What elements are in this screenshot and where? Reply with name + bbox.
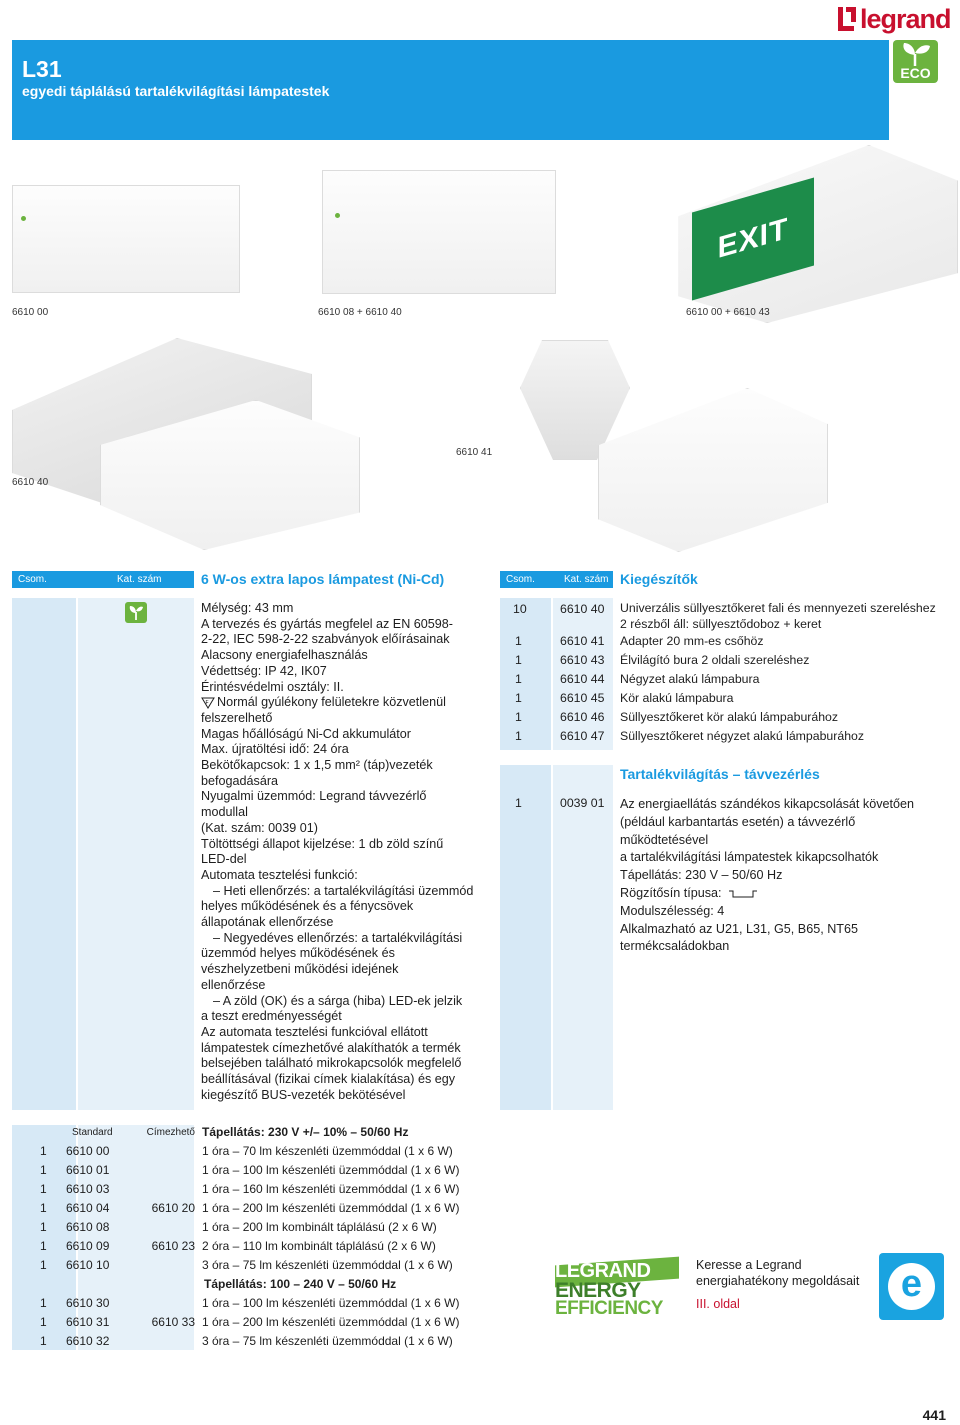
energy-e-icon: [879, 1253, 944, 1320]
row-address-cat: [124, 1218, 199, 1237]
table-row: [12, 1218, 482, 1237]
row-qty: 1: [40, 1182, 47, 1196]
desc-line: helyes működésének és a fénycsövek: [201, 899, 414, 914]
caption-661040: 6610 40: [12, 477, 49, 488]
row-desc: 1 óra – 70 lm készenléti üzemmóddal (1 x 6 W): [202, 1144, 453, 1158]
desc-line: Védettség: IP 42, IK07: [201, 663, 327, 678]
desc-line-with-icon: [201, 695, 491, 711]
acc-row: [500, 689, 958, 708]
product-image-661008: [322, 170, 556, 294]
desc-line: belsejében található mikrokapcsolók megfelelő: [201, 1056, 462, 1071]
energy-logo-line3: EFFICIENCY: [555, 1298, 663, 1319]
row-standard-cat: 6610 09: [66, 1239, 110, 1253]
row-qty: 1: [40, 1220, 47, 1234]
row-desc: 1 óra – 200 lm kombinált táplálású (2 x 6 W): [202, 1220, 437, 1234]
energy-efficiency-logo: [549, 1253, 684, 1320]
desc-line: üzemmód helyes működésének és: [201, 946, 395, 961]
desc-line: – A zöld (OK) és a sárga (hiba) LED-ek jelzik: [213, 993, 463, 1008]
remote-line: Modulszélesség: 4: [620, 903, 725, 918]
desc-line: 2-22, IEC 598-2-22 szabványok előírásainak: [201, 632, 450, 647]
row-standard-cat: 6610 30: [66, 1296, 110, 1310]
svg-text:F: F: [205, 700, 209, 707]
desc-line: (Kat. szám: 0039 01): [201, 820, 318, 835]
table-row: [12, 1237, 482, 1256]
row-qty: 1: [40, 1144, 47, 1158]
row-standard-cat: 6610 03: [66, 1182, 110, 1196]
desc-line: Alacsony energiafelhasználás: [201, 648, 368, 663]
acc-cat: 6610 41: [560, 634, 605, 648]
eco-leaf-icon: [125, 602, 147, 623]
acc-cat: 6610 46: [560, 710, 605, 724]
desc-line: lámpatestek címezhetővé alakíthatók a termék: [201, 1040, 461, 1055]
caption-661008-661040: 6610 08 + 6610 40: [318, 307, 402, 318]
row-desc: 1 óra – 160 lm készenléti üzemmóddal (1 x 6 W): [202, 1182, 460, 1196]
ordering-header-row: [12, 1123, 482, 1142]
remote-line: termékcsaládokban: [620, 939, 730, 954]
ordering-table: [12, 1123, 482, 1351]
remote-line-rail: [620, 885, 958, 903]
row-desc: 1 óra – 100 lm készenléti üzemmóddal (1 x 6 W): [202, 1163, 460, 1177]
desc-line: ellenőrzése: [201, 977, 266, 992]
acc-desc: Négyzet alakú lámpabura: [620, 672, 760, 686]
desc-line: – Heti ellenőrzés: a tartalékvilágítási üzemmód: [213, 883, 474, 898]
acc-list: [500, 600, 958, 746]
promo-line1: Keresse a Legrand: [696, 1258, 802, 1272]
legrand-logo: [838, 4, 958, 34]
energy-logo-line2: ENERGY: [555, 1279, 641, 1302]
remote-title: Tartalékvilágítás – távvezérlés: [620, 766, 820, 782]
acc-desc: Kör alakú lámpabura: [620, 691, 734, 705]
row-desc: 3 óra – 75 lm készenléti üzemmóddal (1 x 6 W): [202, 1334, 453, 1348]
remote-line: Az energiaellátás szándékos kikapcsolását követően: [620, 797, 915, 811]
acc-qty: 1: [515, 710, 522, 724]
group2-header-row: [12, 1275, 482, 1294]
acc-desc: Élvilágító bura 2 oldali szereléshez: [620, 653, 810, 667]
acc-row: [500, 670, 958, 689]
remote-line: (például karbantartás esetén) a távvezérlő: [620, 814, 856, 829]
remote-cat: 0039 01: [560, 796, 605, 810]
left-cat-column: [78, 598, 194, 1110]
row-standard-cat: 6610 32: [66, 1334, 110, 1348]
acc-row: [500, 600, 958, 632]
product-image-661041-fixture: [598, 388, 828, 552]
desc-line: a teszt eredményességét: [201, 1009, 342, 1024]
promo-line2: energiahatékony megoldásait: [696, 1273, 860, 1288]
row-standard-cat: 6610 08: [66, 1220, 110, 1234]
acc-qty: 1: [515, 691, 522, 705]
remote-line: működtetésével: [620, 832, 709, 847]
acc-header-qty: Csom.: [506, 574, 535, 585]
acc-row: [500, 632, 958, 651]
row-desc: 1 óra – 200 lm készenléti üzemmóddal (1 x 6 W): [202, 1315, 460, 1329]
caption-661000-661043: 6610 00 + 6610 43: [686, 307, 770, 318]
acc-desc: Süllyesztőkeret kör alakú lámpaburához: [620, 710, 839, 724]
desc-line: Max. újratöltési idő: 24 óra: [201, 742, 349, 757]
desc-line: Az automata tesztelési funkcióval ellátott: [201, 1024, 428, 1039]
brand-name: legrand: [860, 4, 951, 34]
row-address-cat: [124, 1256, 199, 1275]
desc-line: modullal: [201, 805, 248, 820]
row-qty: 1: [40, 1296, 47, 1310]
row-address-cat: [124, 1142, 199, 1161]
acc-desc: [620, 600, 958, 632]
desc-line: Nyugalmi üzemmód: Legrand távvezérlő: [201, 789, 427, 804]
row-standard-cat: 6610 01: [66, 1163, 110, 1177]
row-desc: 2 óra – 110 lm kombinált táplálású (2 x 6 W): [202, 1239, 436, 1253]
acc-qty: 10: [513, 602, 527, 616]
caption-661000: 6610 00: [12, 307, 49, 318]
acc-row: [500, 708, 958, 727]
row-qty: 1: [40, 1201, 47, 1215]
acc-cat: 6610 47: [560, 729, 605, 743]
row-desc: 1 óra – 100 lm készenléti üzemmóddal (1 x 6 W): [202, 1296, 460, 1310]
desc-line: Automata tesztelési funkció:: [201, 867, 358, 882]
desc-line: beállításával (fizikai címek kialakítása) és egy: [201, 1072, 456, 1087]
remote-cat-column: [553, 765, 613, 1110]
desc-line: LED-del: [201, 852, 247, 867]
table-row: [12, 1294, 482, 1313]
table-row: [12, 1161, 482, 1180]
desc-line: kiegészítő BUS-vezeték bekötésével: [201, 1087, 406, 1102]
remote-line: Alkalmazható az U21, L31, G5, B65, NT65: [620, 921, 859, 936]
acc-title: Kiegészítők: [620, 571, 698, 587]
row-qty: 1: [40, 1315, 47, 1329]
desc-line: – Negyedéves ellenőrzés: a tartalékvilágítási: [213, 930, 463, 945]
row-desc: 1 óra – 200 lm készenléti üzemmóddal (1 x 6 W): [202, 1201, 460, 1215]
remote-line: Tápellátás: 230 V – 50/60 Hz: [620, 868, 783, 883]
acc-header-cat: Kat. szám: [564, 574, 609, 585]
acc-cat: 6610 40: [560, 602, 605, 616]
remote-line: Rögzítősín típusa:: [620, 885, 722, 900]
e-letter: e: [900, 1262, 923, 1305]
acc-cat: 6610 45: [560, 691, 605, 705]
acc-qty: 1: [515, 729, 522, 743]
row-standard-cat: 6610 31: [66, 1315, 110, 1329]
acc-row: [500, 727, 958, 746]
desc-line: Magas hőállóságú Ni-Cd akkumulátor: [201, 726, 411, 741]
acc-qty: 1: [515, 672, 522, 686]
group1-title: Tápellátás: 230 V +/– 10% – 50/60 Hz: [202, 1125, 409, 1139]
eco-badge: [893, 40, 938, 83]
din-rail-icon: [728, 889, 758, 899]
header-addressable: Címezhető: [146, 1127, 195, 1138]
acc-desc-line: 2 részből áll: süllyesztődoboz + keret: [620, 617, 822, 631]
acc-cat: 6610 44: [560, 672, 605, 686]
acc-desc-line: Univerzális süllyesztőkeret fali és mennyezeti szereléshez: [620, 601, 936, 615]
table-row: [12, 1332, 482, 1351]
row-qty: 1: [40, 1163, 47, 1177]
row-address-cat: 6610 20: [151, 1201, 195, 1215]
left-table-title: 6 W-os extra lapos lámpatest (Ni-Cd): [201, 571, 445, 587]
row-address-cat: [124, 1294, 199, 1313]
acc-qty: 1: [515, 653, 522, 667]
promo-page-link[interactable]: III. oldal: [696, 1297, 740, 1312]
product-code: L31: [22, 56, 62, 82]
left-description: [201, 601, 491, 1104]
group2-title: Tápellátás: 100 – 240 V – 50/60 Hz: [204, 1277, 397, 1291]
row-address-cat: 6610 23: [151, 1239, 195, 1253]
desc-line: felszerelhető: [201, 710, 273, 725]
energy-logo-line1: LEGRAND: [555, 1260, 651, 1282]
desc-line: állapotának ellenőrzése: [201, 915, 334, 930]
desc-line: Töltöttségi állapot kijelzése: 1 db zöld színű: [201, 836, 444, 851]
row-standard-cat: 6610 00: [66, 1144, 110, 1158]
table-row: [12, 1256, 482, 1275]
remote-description: [620, 796, 958, 956]
exit-sign-text: EXIT: [717, 211, 789, 266]
remote-qty-column: [500, 765, 551, 1110]
acc-cat: 6610 43: [560, 653, 605, 667]
desc-line: A tervezés és gyártás megfelel az EN 60598-: [201, 616, 454, 631]
row-address-cat: [124, 1332, 199, 1351]
remote-line: a tartalékvilágítási lámpatestek kikapcsolhatók: [620, 850, 879, 865]
left-qty-column: [12, 598, 76, 1110]
leaf-icon: [893, 40, 938, 68]
page-number: 441: [922, 1407, 946, 1423]
energy-promo-text: [696, 1258, 859, 1313]
product-image-661000: [12, 185, 240, 293]
table-row: [12, 1142, 482, 1161]
desc-line: Érintésvédelmi osztály: II.: [201, 679, 344, 694]
row-address-cat: [124, 1161, 199, 1180]
remote-qty: 1: [515, 796, 522, 810]
desc-line: vészhelyzetbeni működési idejének: [201, 962, 399, 977]
row-standard-cat: 6610 10: [66, 1258, 110, 1272]
flammable-surface-icon: [201, 697, 215, 709]
acc-desc: Süllyesztőkeret négyzet alakú lámpaburához: [620, 729, 865, 743]
desc-line: Mélység: 43 mm: [201, 601, 294, 615]
desc-line: befogadására: [201, 773, 279, 788]
table-row: [12, 1199, 482, 1218]
header-standard: Standard: [72, 1127, 113, 1138]
table-row: [12, 1180, 482, 1199]
row-qty: 1: [40, 1334, 47, 1348]
row-qty: 1: [40, 1239, 47, 1253]
row-address-cat: [124, 1180, 199, 1199]
acc-desc: Adapter 20 mm-es csőhöz: [620, 634, 764, 648]
row-desc: 3 óra – 75 lm készenléti üzemmóddal (1 x 6 W): [202, 1258, 453, 1272]
product-subtitle: egyedi táplálású tartalékvilágítási lámpatestek: [22, 83, 330, 99]
left-header-qty: Csom.: [18, 574, 47, 585]
table-row: [12, 1313, 482, 1332]
desc-line: Bekötőkapcsok: 1 x 1,5 mm² (táp)vezeték: [201, 758, 433, 773]
eco-label: ECO: [900, 65, 931, 81]
desc-line: Normál gyúlékony felületekre közvetlenül: [217, 695, 446, 710]
acc-row: [500, 651, 958, 670]
left-header-cat: Kat. szám: [117, 574, 162, 585]
row-address-cat: 6610 33: [151, 1315, 195, 1329]
row-standard-cat: 6610 04: [66, 1201, 110, 1215]
acc-qty: 1: [515, 634, 522, 648]
legrand-mark-icon: [838, 7, 856, 31]
caption-661041: 6610 41: [456, 447, 493, 458]
row-qty: 1: [40, 1258, 47, 1272]
